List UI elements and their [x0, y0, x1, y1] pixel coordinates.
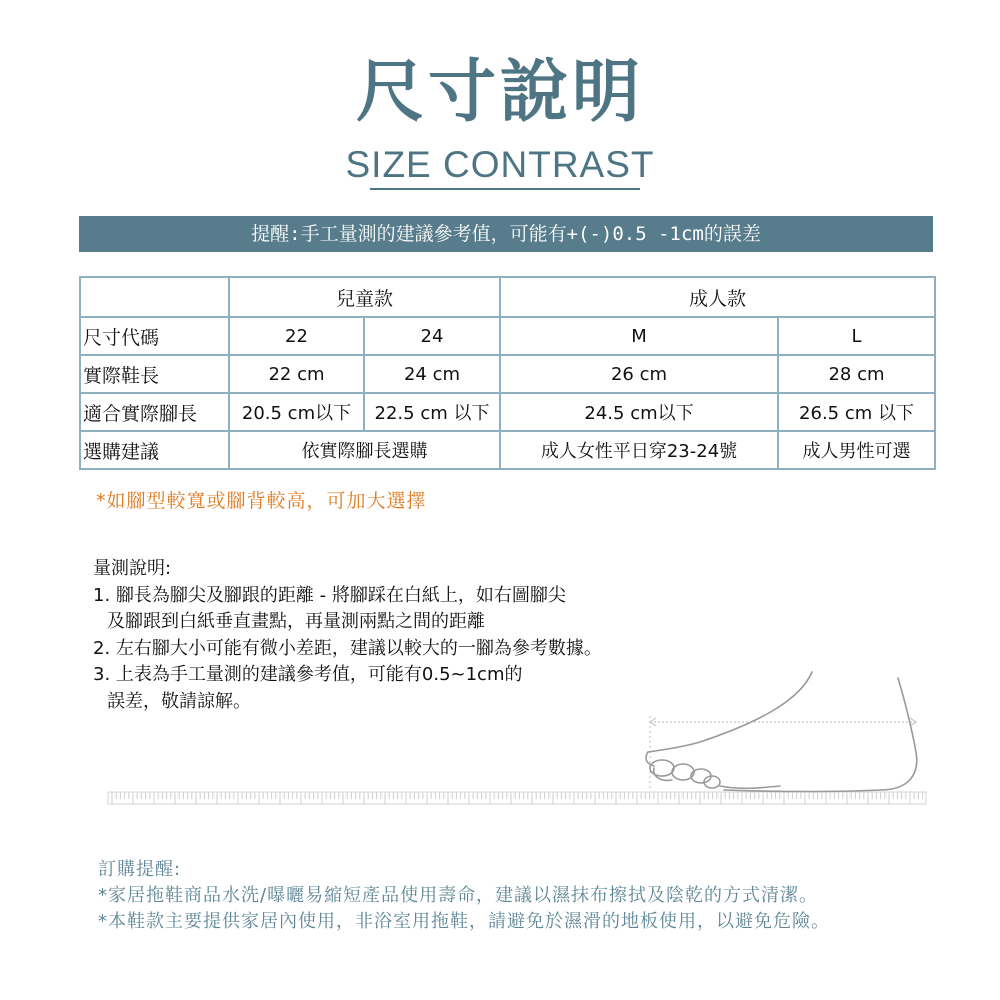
table-cell: 22 [229, 317, 364, 355]
measure-line: 誤差，敬請諒解。 [107, 690, 251, 712]
wide-foot-note: *如腳型較寬或腳背較高，可加大選擇 [96, 490, 427, 512]
row-label-foot-length: 適合實際腳長 [80, 393, 229, 431]
group-header-kids: 兒童款 [229, 277, 500, 317]
row-label-shoe-length: 實際鞋長 [80, 355, 229, 393]
table-cell: L [778, 317, 935, 355]
foot-outline-icon [646, 672, 917, 792]
table-cell: 20.5 cm以下 [229, 393, 364, 431]
order-line: *本鞋款主要提供家居內使用，非浴室用拖鞋，請避免於濕滑的地板使用，以避免危險。 [98, 911, 830, 932]
notice-bar: 提醒:手工量測的建議參考值，可能有+(-)0.5 -1cm的誤差 [79, 216, 933, 252]
page-title: 尺寸說明 [355, 52, 644, 132]
table-cell: M [500, 317, 778, 355]
table-cell: 22.5 cm 以下 [364, 393, 500, 431]
group-header-adults: 成人款 [500, 277, 935, 317]
order-title: 訂購提醒: [98, 859, 182, 880]
measure-line: 2. 左右腳大小可能有微小差距，建議以較大的一腳為參考數據。 [93, 637, 602, 659]
table-cell: 24 [364, 317, 500, 355]
table-cell: 26 cm [500, 355, 778, 393]
table-cell: 24 cm [364, 355, 500, 393]
advice-women: 成人女性平日穿23-24號 [500, 431, 778, 469]
measure-line: 及腳跟到白紙垂直畫點，再量測兩點之間的距離 [107, 611, 485, 632]
table-cell: 24.5 cm以下 [500, 393, 778, 431]
page-subtitle: SIZE CONTRAST [345, 144, 655, 185]
measure-line: 1. 腳長為腳尖及腳跟的距離 - 將腳踩在白紙上，如右圖腳尖 [93, 584, 566, 606]
ruler-icon [108, 792, 926, 804]
row-label-size-code: 尺寸代碼 [80, 317, 229, 355]
order-line: *家居拖鞋商品水洗/曝曬易縮短產品使用壽命，建議以濕抹布擦拭及陰乾的方式清潔。 [98, 885, 819, 906]
table-cell: 22 cm [229, 355, 364, 393]
table-cell: 28 cm [778, 355, 935, 393]
row-label-advice: 選購建議 [80, 431, 229, 469]
order-reminder [98, 857, 830, 935]
table-cell: 26.5 cm 以下 [778, 393, 935, 431]
advice-kids: 依實際腳長選購 [229, 431, 500, 469]
advice-men: 成人男性可選 [778, 431, 935, 469]
measure-title: 量測說明: [93, 558, 172, 579]
measure-line: 3. 上表為手工量測的建議參考值，可能有0.5~1cm的 [93, 664, 523, 685]
